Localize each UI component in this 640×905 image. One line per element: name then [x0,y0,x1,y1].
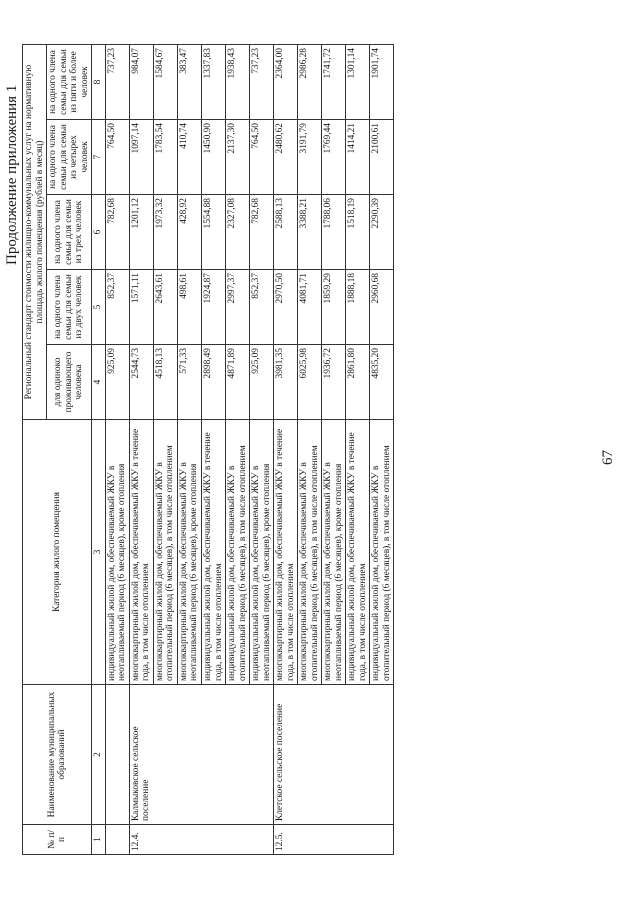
col-number: 2 [92,685,106,825]
standards-table [22,44,394,855]
column-number-row [92,45,106,855]
housing-category: индивидуальный жилой дом, обеспечиваемый ЖКУ в отопительный период (6 месяцев), в том числе отоплением [226,420,250,685]
value-family-2: 852,37 [250,270,274,345]
value-family-3: 2327,08 [226,195,250,270]
value-family-4: 1783,54 [153,120,177,195]
value-single: 2898,49 [201,345,225,420]
municipality-name [105,685,129,825]
value-single: 4871,89 [226,345,250,420]
housing-category: многоквартирный жилой дом, обеспечиваемый ЖКУ в течение года, в том числе отоплением [129,420,153,685]
value-family-2: 2960,68 [370,270,394,345]
col-number: 5 [92,270,106,345]
value-family-3: 782,68 [105,195,129,270]
value-family-3: 1201,12 [129,195,153,270]
value-family-5: 984,07 [129,45,153,120]
value-family-3: 2290,39 [370,195,394,270]
value-family-4: 3191,79 [298,120,322,195]
value-family-2: 1924,87 [201,270,225,345]
value-family-4: 2100,61 [370,120,394,195]
value-family-4: 764,50 [250,120,274,195]
header-standard: Региональный стандарт стоимости жилищно-коммунальных услуг на нормативную площадь жилого помещения (рублей в месяц) [23,45,47,420]
row-number [105,825,129,855]
col-number: 8 [92,45,106,120]
value-family-3: 1973,32 [153,195,177,270]
value-family-2: 2997,37 [226,270,250,345]
value-family-5: 1901,74 [370,45,394,120]
value-family-2: 1571,11 [129,270,153,345]
col-number: 6 [92,195,106,270]
value-single: 2861,80 [346,345,370,420]
housing-category: индивидуальный жилой дом, обеспечиваемый ЖКУ в течение года, в том числе отоплением [346,420,370,685]
continuation-title: Продолжение приложения 1 [4,84,20,265]
housing-category: многоквартирный жилой дом, обеспечиваемый ЖКУ в неотапливаемый период (6 месяцев), кроме отопления [322,420,346,685]
value-family-5: 1938,43 [226,45,250,120]
housing-category: многоквартирный жилой дом, обеспечиваемый ЖКУ в течение года, в том числе отоплением [274,420,298,685]
value-family-4: 764,50 [105,120,129,195]
subheader-4: на одного члена семьи для семьи из четырех человек [47,120,92,195]
value-family-5: 2986,28 [298,45,322,120]
subheader-3: на одного члена семьи для семьи из трех человек [47,195,92,270]
housing-category: индивидуальный жилой дом, обеспечиваемый ЖКУ в отопительный период (6 месяцев), в том числе отоплением [370,420,394,685]
housing-category: индивидуальный жилой дом, обеспечиваемый ЖКУ в неотапливаемый период (6 месяцев), кроме отопления [105,420,129,685]
header-category: Категория жилого помещения [23,420,92,685]
header-num: № п/п [23,825,92,855]
value-family-5: 737,23 [105,45,129,120]
value-family-2: 2643,61 [153,270,177,345]
table-row [274,45,298,855]
value-family-2: 2970,50 [274,270,298,345]
value-family-3: 1788,06 [322,195,346,270]
housing-category: многоквартирный жилой дом, обеспечиваемый ЖКУ в неотапливаемый период (6 месяцев), кроме отопления [177,420,201,685]
housing-category: многоквартирный жилой дом, обеспечиваемый ЖКУ в отопительный период (6 месяцев), в том числе отоплением [153,420,177,685]
value-family-2: 498,61 [177,270,201,345]
value-family-2: 4081,71 [298,270,322,345]
value-family-5: 1301,14 [346,45,370,120]
subheader-5: на одного члена семьи для семьи из пяти и более человек [47,45,92,120]
value-family-3: 1554,88 [201,195,225,270]
page-number: 67 [600,450,616,465]
value-family-3: 782,68 [250,195,274,270]
value-family-3: 1518,19 [346,195,370,270]
value-single: 925,09 [105,345,129,420]
value-family-5: 2364,00 [274,45,298,120]
value-family-3: 428,92 [177,195,201,270]
value-family-2: 1888,18 [346,270,370,345]
value-single: 1936,72 [322,345,346,420]
municipality-name: Калмыковское сельское поселение [129,685,273,825]
value-family-4: 2137,30 [226,120,250,195]
municipality-name: Клетское сельское поселение [274,685,394,825]
subheader-2: на одного члена семьи для семьи из двух человек [47,270,92,345]
value-single: 571,33 [177,345,201,420]
value-family-5: 1337,83 [201,45,225,120]
subheader-1: для одиноко проживающего человека [47,345,92,420]
value-family-4: 1769,44 [322,120,346,195]
value-single: 6025,98 [298,345,322,420]
housing-category: индивидуальный жилой дом, обеспечиваемый ЖКУ в неотапливаемый период (6 месяцев), кроме отопления [250,420,274,685]
value-family-5: 1584,67 [153,45,177,120]
value-single: 4835,20 [370,345,394,420]
value-family-5: 383,47 [177,45,201,120]
value-family-4: 1414,21 [346,120,370,195]
value-single: 925,09 [250,345,274,420]
housing-category: многоквартирный жилой дом, обеспечиваемый ЖКУ в отопительный период (6 месяцев), в том числе отоплением [298,420,322,685]
value-family-4: 1097,14 [129,120,153,195]
value-family-5: 1741,72 [322,45,346,120]
value-single: 3981,35 [274,345,298,420]
value-family-4: 2480,62 [274,120,298,195]
value-family-4: 1450,90 [201,120,225,195]
col-number: 4 [92,345,106,420]
value-family-3: 2588,13 [274,195,298,270]
row-number: 12.5. [274,825,394,855]
row-number: 12.4. [129,825,273,855]
value-family-2: 1859,29 [322,270,346,345]
col-number: 3 [92,420,106,685]
header-name: Наименование муниципальных образований [23,685,92,825]
table-row [105,45,129,855]
housing-category: индивидуальный жилой дом, обеспечиваемый ЖКУ в течение года, в том числе отоплением [201,420,225,685]
value-single: 4518,13 [153,345,177,420]
value-single: 2544,73 [129,345,153,420]
col-number: 1 [92,825,106,855]
table-row [129,45,153,855]
value-family-4: 410,74 [177,120,201,195]
value-family-2: 852,37 [105,270,129,345]
value-family-5: 737,23 [250,45,274,120]
value-family-3: 3388,21 [298,195,322,270]
header-row [23,45,47,855]
col-number: 7 [92,120,106,195]
